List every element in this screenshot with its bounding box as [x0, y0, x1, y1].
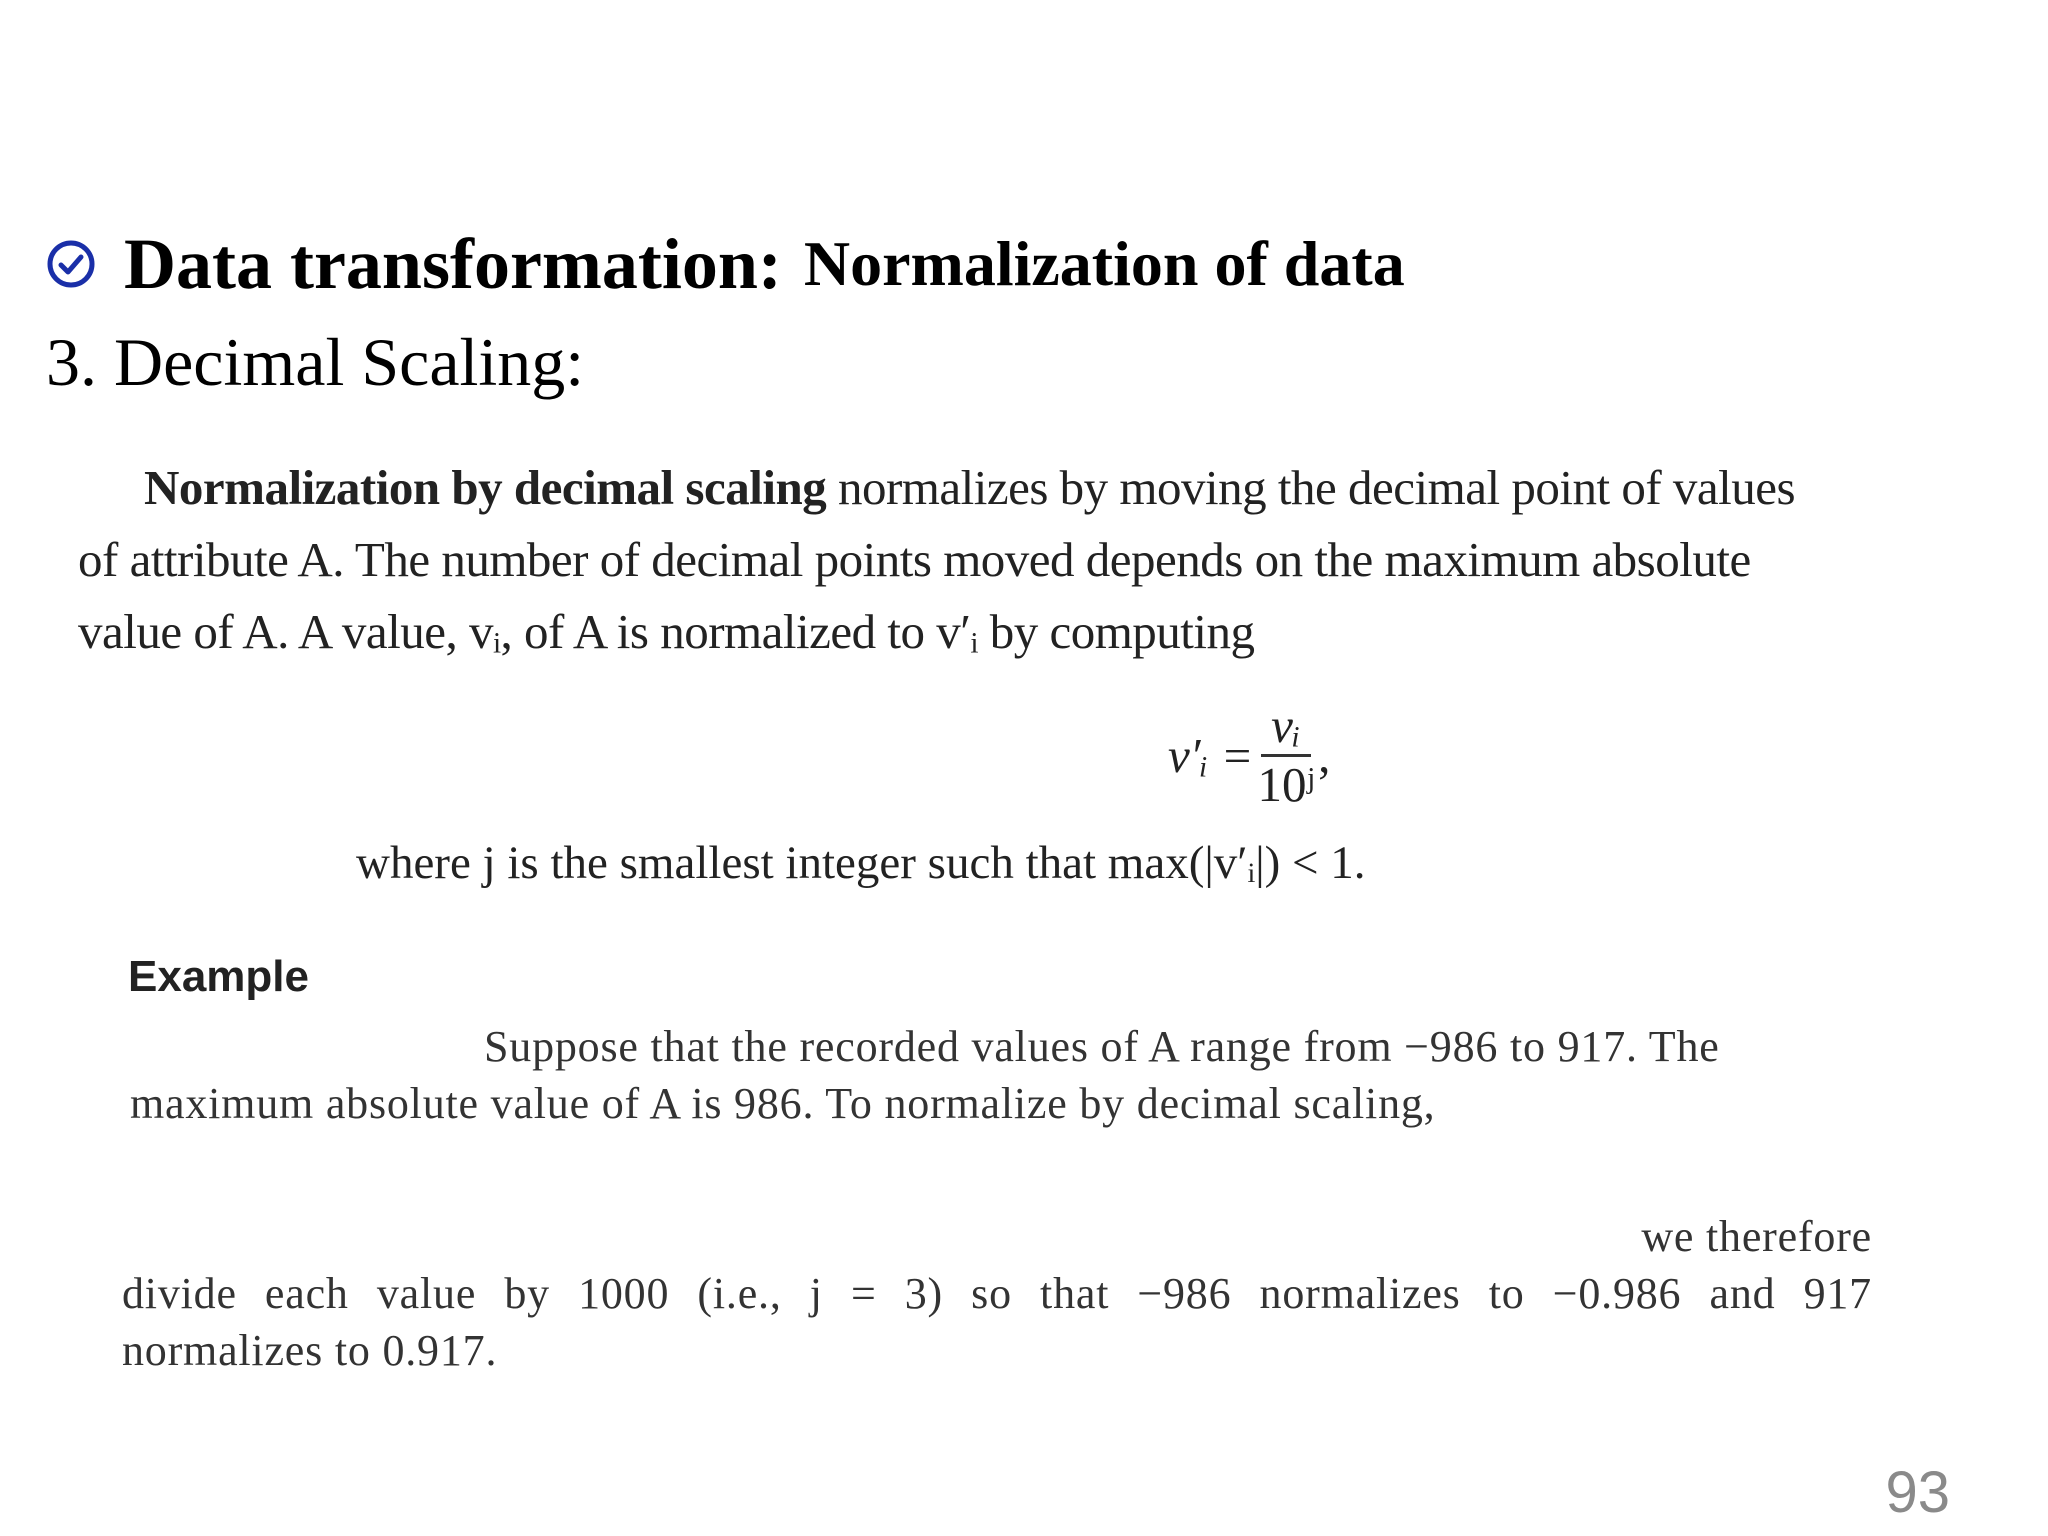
example-paragraph-2	[122, 1208, 1872, 1379]
example-line-2: maximum absolute value of A is 986. To normalize by decimal scaling,	[130, 1079, 1436, 1128]
example-paragraph-1	[130, 1018, 1870, 1132]
example-line-4: divide each value by 1000 (i.e., j = 3) so that −986 normalizes to −0.986 and 917	[122, 1269, 1872, 1318]
decimal-scaling-formula	[1168, 697, 1331, 812]
example-line-5: normalizes to 0.917.	[122, 1326, 498, 1375]
definition-line-1-rest: normalizes by moving the decimal point of values	[826, 460, 1796, 515]
check-circle-icon	[46, 239, 96, 289]
definition-line-2: of attribute A. The number of decimal points moved depends on the maximum absolute	[78, 532, 1751, 587]
formula-lhs: v′ᵢ =	[1168, 727, 1254, 783]
example-line-1: Suppose that the recorded values of A range from −986 to 917. The	[484, 1022, 1720, 1071]
formula-condition: where j is the smallest integer such that max(|v′ᵢ|) < 1.	[356, 837, 1366, 889]
example-line-3: we therefore	[1641, 1212, 1872, 1261]
section-heading: 3. Decimal Scaling:	[46, 324, 585, 400]
formula-denominator: 10ʲ	[1257, 756, 1315, 812]
example-heading: Example	[128, 952, 309, 1001]
definition-paragraph	[78, 452, 1983, 668]
slide-title	[46, 224, 1405, 304]
title-topic: Normalization of data	[803, 228, 1405, 299]
definition-bold-lead: Normalization by decimal scaling	[144, 460, 827, 515]
title-main: Data transformation:	[124, 224, 782, 304]
definition-line-3: value of A. A value, vᵢ, of A is normalized to v′ᵢ by computing	[78, 604, 1255, 659]
page-number: 93	[1885, 1460, 1950, 1525]
formula-fraction	[1257, 697, 1315, 812]
formula-trail: ,	[1318, 727, 1331, 783]
definition-line-1	[78, 452, 1983, 524]
formula-numerator: vᵢ	[1261, 700, 1311, 757]
